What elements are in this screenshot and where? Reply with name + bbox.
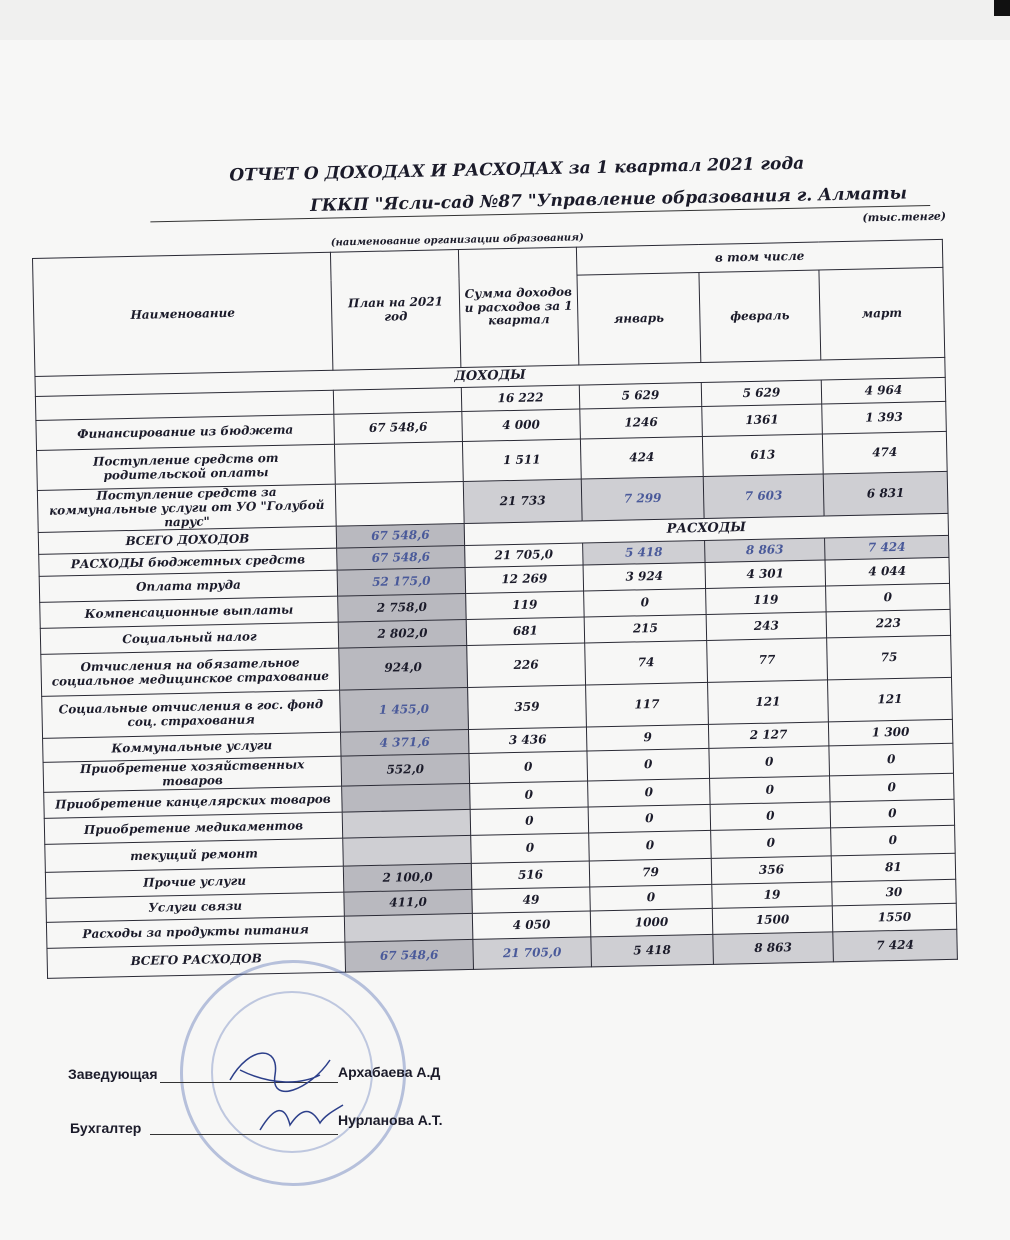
row-feb: 2 127: [708, 722, 828, 749]
row-name: Социальные отчисления в гос. фонд соц. страхования: [42, 691, 341, 739]
row-feb: 121: [708, 680, 829, 725]
row-jan: 0: [590, 885, 712, 912]
row-name: Поступление средств за коммунальные услуги от УО "Голубой парус": [37, 484, 336, 533]
row-plan: [333, 388, 461, 415]
row-sum: 16 222: [461, 385, 579, 411]
row-plan: 1 455,0: [340, 688, 469, 733]
organization-name: ГККП "Ясли-сад №87 "Управление образования г. Алматы: [309, 183, 908, 216]
row-jan: 215: [584, 615, 707, 644]
col-header-january: январь: [577, 273, 701, 366]
col-header-sum: Сумма доходов и расходов за 1 квартал: [458, 247, 578, 367]
row-sum: 0: [470, 807, 589, 835]
row-plan: [342, 784, 471, 813]
row-mar: 223: [826, 610, 951, 639]
row-sum: 21 705,0: [465, 543, 583, 567]
row-jan: 7 299: [581, 476, 704, 521]
expense-total-jan: 5 418: [591, 935, 714, 968]
row-mar: 0: [830, 774, 955, 803]
row-mar: 81: [831, 854, 956, 883]
report-table-sheet: [32, 239, 959, 1056]
row-sum: 516: [471, 861, 590, 889]
row-jan: 117: [586, 683, 709, 728]
expense-total-mar: 7 424: [833, 930, 958, 963]
row-sum: 12 269: [465, 565, 584, 593]
report-header: [0, 0, 1010, 249]
row-jan: 9: [586, 725, 708, 752]
row-plan: [343, 836, 472, 867]
row-name: Социальный налог: [40, 623, 338, 655]
row-sum: 359: [468, 685, 587, 729]
row-name: РАСХОДЫ бюджетных средств: [39, 549, 337, 577]
row-jan: 1246: [580, 407, 703, 440]
head-signature: [220, 1040, 340, 1100]
row-mar: 0: [830, 800, 955, 829]
expense-total-sum: 21 705,0: [473, 937, 592, 969]
row-name: Услуги связи: [46, 892, 344, 922]
row-sum: 0: [471, 833, 590, 863]
row-sum: 3 436: [468, 727, 586, 753]
row-feb: 19: [712, 882, 832, 909]
row-plan: [334, 442, 463, 485]
head-label: Заведующая: [68, 1066, 158, 1082]
row-name: Приобретение хозяйственных товаров: [43, 757, 342, 793]
row-plan: 2 802,0: [338, 620, 467, 649]
col-header-february: февраль: [699, 270, 821, 362]
row-name: Прочие услуги: [45, 867, 343, 899]
head-name: Архабаева А.Д: [338, 1064, 441, 1080]
row-name: Отчисления на обязательное социальное медицинское страхование: [41, 649, 340, 697]
row-sum: 4 050: [472, 911, 591, 939]
row-feb: 4 301: [705, 560, 826, 589]
row-mar: 1550: [832, 904, 957, 933]
row-mar: 4 964: [821, 377, 946, 404]
row-mar: 6 831: [823, 471, 948, 516]
row-plan: 552,0: [341, 754, 470, 787]
row-feb: 243: [706, 612, 827, 641]
row-name: Приобретение канцелярских товаров: [44, 787, 342, 819]
col-header-march: март: [819, 267, 945, 360]
row-feb: 0: [710, 776, 831, 805]
accountant-label: Бухгалтер: [70, 1120, 142, 1136]
row-feb: 0: [709, 746, 830, 779]
row-sum: 21 733: [463, 479, 582, 524]
row-plan: 67 548,6: [337, 546, 465, 571]
accountant-signature: [255, 1095, 345, 1140]
row-plan: 2 100,0: [343, 864, 472, 893]
income-total-label: ВСЕГО ДОХОДОВ: [38, 527, 336, 555]
row-sum: 119: [466, 591, 585, 619]
row-mar: 121: [828, 678, 953, 723]
report-table: [32, 239, 958, 979]
row-mar: 0: [829, 744, 954, 777]
row-plan: 67 548,6: [334, 412, 463, 445]
row-feb: 1500: [712, 906, 833, 935]
section-income: ДОХОДЫ: [35, 357, 945, 396]
row-name: Финансирование из бюджета: [36, 414, 335, 450]
row-plan: 924,0: [339, 646, 468, 691]
expense-total-label: ВСЕГО РАСХОДОВ: [47, 942, 346, 978]
row-mar: 474: [822, 431, 947, 474]
row-sum: 226: [467, 643, 586, 687]
col-header-plan: План на 2021 год: [330, 250, 460, 371]
row-mar: 75: [827, 636, 952, 681]
row-plan: 52 175,0: [337, 568, 466, 597]
row-sum: 681: [466, 617, 585, 645]
row-jan: 79: [589, 859, 712, 888]
row-sum: 4 000: [462, 409, 581, 441]
row-sum: 1 511: [462, 439, 581, 481]
row-jan: 0: [589, 831, 712, 862]
row-sum: 0: [469, 751, 588, 783]
row-feb: 613: [702, 434, 823, 477]
organization-caption: (наименование организации образования): [330, 232, 584, 249]
row-plan: 4 371,6: [341, 730, 469, 757]
row-jan: 0: [588, 805, 711, 834]
row-plan: [344, 914, 473, 943]
row-sum: 0: [470, 781, 589, 809]
expense-total-plan: 67 548,6: [345, 940, 474, 973]
row-mar: 4 044: [825, 558, 950, 587]
report-title: ОТЧЕТ О ДОХОДАХ И РАСХОДАХ за 1 квартал 2021 года: [229, 153, 805, 186]
row-mar: 1 300: [828, 720, 953, 747]
row-name: Приобретение медикаментов: [44, 813, 342, 845]
row-mar: 0: [826, 584, 951, 613]
row-jan: 0: [588, 779, 711, 808]
row-jan: 5 418: [583, 541, 705, 566]
row-feb: 0: [710, 802, 831, 831]
row-feb: 8 863: [705, 538, 825, 563]
row-name: Поступление средств от родительской оплаты: [37, 444, 336, 490]
row-mar: 7 424: [825, 536, 949, 561]
col-header-name: Наименование: [33, 252, 333, 376]
row-jan: 0: [587, 749, 710, 782]
row-jan: 74: [585, 641, 708, 686]
row-name: Коммунальные услуги: [43, 733, 341, 763]
expense-total-feb: 8 863: [713, 932, 834, 965]
row-name: Компенсационные выплаты: [40, 597, 338, 629]
row-mar: 0: [831, 826, 956, 857]
row-jan: 424: [580, 436, 703, 479]
units-label: (тыс.тенге): [862, 209, 947, 225]
row-name: Расходы за продукты питания: [46, 916, 344, 948]
row-name: текущий ремонт: [45, 839, 344, 873]
row-jan: 1000: [590, 909, 713, 938]
row-jan: 0: [584, 589, 707, 618]
row-feb: 77: [707, 638, 828, 683]
row-name: Оплата труда: [39, 571, 337, 603]
row-feb: 7 603: [703, 474, 824, 519]
income-total-plan: 67 548,6: [336, 524, 464, 549]
row-plan: [335, 482, 464, 527]
row-plan: 411,0: [344, 890, 472, 917]
section-expense: РАСХОДЫ: [464, 514, 948, 546]
row-mar: 1 393: [822, 401, 947, 434]
accountant-name: Нурланова А.Т.: [338, 1112, 443, 1128]
row-feb: 356: [711, 856, 832, 885]
row-mar: 30: [832, 880, 957, 907]
row-feb: 1361: [702, 404, 823, 437]
row-plan: [342, 810, 471, 839]
row-sum: 49: [472, 887, 590, 913]
row-jan: 5 629: [579, 383, 701, 410]
row-jan: 3 924: [583, 563, 706, 592]
col-header-including: в том числе: [576, 239, 943, 275]
row-feb: 119: [706, 586, 827, 615]
row-plan: 2 758,0: [338, 594, 467, 623]
row-feb: 0: [711, 828, 832, 859]
row-feb: 5 629: [701, 380, 821, 407]
